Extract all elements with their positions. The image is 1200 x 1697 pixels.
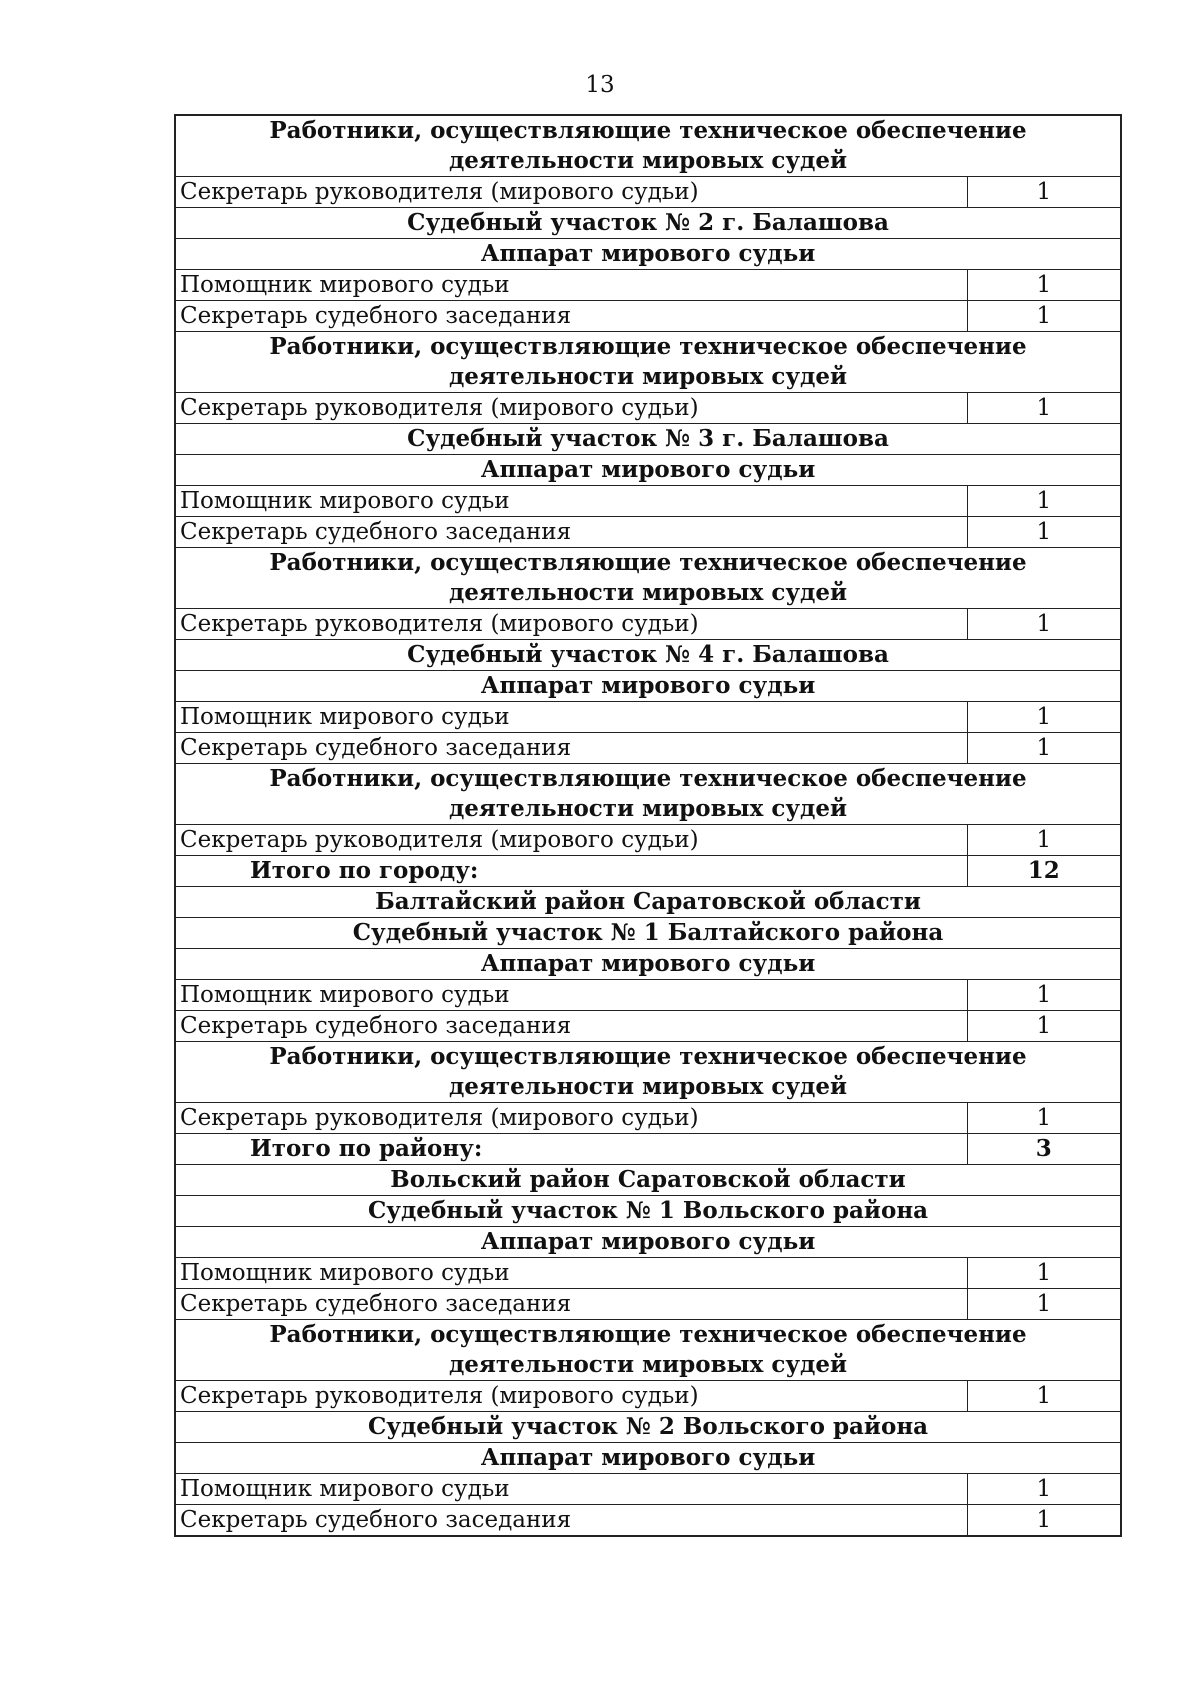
section-header: Аппарат мирового судьи — [175, 455, 1121, 486]
section-header-row — [175, 115, 1121, 177]
section-header-row — [175, 455, 1121, 486]
section-header-row — [175, 208, 1121, 239]
position-row — [175, 270, 1121, 301]
position-name: Помощник мирового судьи — [175, 486, 967, 517]
section-header: Аппарат мирового судьи — [175, 1443, 1121, 1474]
staffing-table — [174, 114, 1122, 1537]
position-row — [175, 177, 1121, 208]
position-row — [175, 517, 1121, 548]
section-header-row — [175, 949, 1121, 980]
position-name: Секретарь судебного заседания — [175, 517, 967, 548]
total-count: 12 — [967, 856, 1121, 887]
total-row — [175, 856, 1121, 887]
position-count: 1 — [967, 825, 1121, 856]
position-name: Секретарь судебного заседания — [175, 301, 967, 332]
position-name: Помощник мирового судьи — [175, 1474, 967, 1505]
position-row — [175, 486, 1121, 517]
position-row — [175, 1011, 1121, 1042]
position-name: Помощник мирового судьи — [175, 702, 967, 733]
total-count: 3 — [967, 1134, 1121, 1165]
position-row — [175, 980, 1121, 1011]
section-header-row — [175, 887, 1121, 918]
section-header-row — [175, 640, 1121, 671]
section-header-row — [175, 424, 1121, 455]
section-header: Судебный участок № 2 г. Балашова — [175, 208, 1121, 239]
staffing-table-body — [175, 115, 1121, 1536]
section-header: Судебный участок № 4 г. Балашова — [175, 640, 1121, 671]
total-row — [175, 1134, 1121, 1165]
position-row — [175, 1103, 1121, 1134]
position-count: 1 — [967, 1258, 1121, 1289]
position-count: 1 — [967, 486, 1121, 517]
position-count: 1 — [967, 702, 1121, 733]
section-header-row — [175, 332, 1121, 393]
position-row — [175, 1474, 1121, 1505]
position-name: Секретарь судебного заседания — [175, 1289, 967, 1320]
position-row — [175, 393, 1121, 424]
position-count: 1 — [967, 1103, 1121, 1134]
position-count: 1 — [967, 980, 1121, 1011]
position-count: 1 — [967, 1011, 1121, 1042]
section-header-row — [175, 1042, 1121, 1103]
position-row — [175, 1505, 1121, 1537]
section-header-row — [175, 1320, 1121, 1381]
position-count: 1 — [967, 1381, 1121, 1412]
section-header-row — [175, 1412, 1121, 1443]
section-header: Работники, осуществляющие техническое обеспечение деятельности мировых судей — [175, 548, 1121, 609]
section-header: Аппарат мирового судьи — [175, 239, 1121, 270]
position-count: 1 — [967, 393, 1121, 424]
section-header: Балтайский район Саратовской области — [175, 887, 1121, 918]
section-header: Судебный участок № 2 Вольского района — [175, 1412, 1121, 1443]
position-name: Помощник мирового судьи — [175, 1258, 967, 1289]
position-count: 1 — [967, 301, 1121, 332]
section-header-row — [175, 548, 1121, 609]
section-header-row — [175, 1165, 1121, 1196]
position-row — [175, 1258, 1121, 1289]
position-name: Секретарь руководителя (мирового судьи) — [175, 1381, 967, 1412]
position-name: Помощник мирового судьи — [175, 980, 967, 1011]
section-header: Работники, осуществляющие техническое обеспечение деятельности мировых судей — [175, 1042, 1121, 1103]
total-label: Итого по городу: — [175, 856, 967, 887]
section-header-row — [175, 1196, 1121, 1227]
page-number: 13 — [585, 72, 615, 98]
position-row — [175, 609, 1121, 640]
position-name: Секретарь руководителя (мирового судьи) — [175, 177, 967, 208]
position-name: Секретарь судебного заседания — [175, 733, 967, 764]
position-count: 1 — [967, 1505, 1121, 1537]
position-row — [175, 825, 1121, 856]
position-row — [175, 733, 1121, 764]
total-label: Итого по району: — [175, 1134, 967, 1165]
section-header: Работники, осуществляющие техническое обеспечение деятельности мировых судей — [175, 332, 1121, 393]
section-header-row — [175, 239, 1121, 270]
section-header-row — [175, 1443, 1121, 1474]
section-header-row — [175, 918, 1121, 949]
position-count: 1 — [967, 270, 1121, 301]
section-header: Аппарат мирового судьи — [175, 671, 1121, 702]
position-name: Секретарь руководителя (мирового судьи) — [175, 1103, 967, 1134]
section-header-row — [175, 1227, 1121, 1258]
position-row — [175, 1381, 1121, 1412]
position-name: Помощник мирового судьи — [175, 270, 967, 301]
section-header-row — [175, 671, 1121, 702]
section-header: Вольский район Саратовской области — [175, 1165, 1121, 1196]
position-name: Секретарь руководителя (мирового судьи) — [175, 609, 967, 640]
section-header: Судебный участок № 3 г. Балашова — [175, 424, 1121, 455]
position-name: Секретарь судебного заседания — [175, 1505, 967, 1537]
position-count: 1 — [967, 733, 1121, 764]
position-row — [175, 702, 1121, 733]
position-count: 1 — [967, 177, 1121, 208]
section-header: Работники, осуществляющие техническое обеспечение деятельности мировых судей — [175, 764, 1121, 825]
section-header: Аппарат мирового судьи — [175, 1227, 1121, 1258]
position-row — [175, 301, 1121, 332]
section-header: Судебный участок № 1 Балтайского района — [175, 918, 1121, 949]
position-name: Секретарь руководителя (мирового судьи) — [175, 393, 967, 424]
section-header: Аппарат мирового судьи — [175, 949, 1121, 980]
position-row — [175, 1289, 1121, 1320]
section-header: Работники, осуществляющие техническое обеспечение деятельности мировых судей — [175, 1320, 1121, 1381]
position-count: 1 — [967, 1474, 1121, 1505]
position-count: 1 — [967, 609, 1121, 640]
position-count: 1 — [967, 517, 1121, 548]
section-header: Судебный участок № 1 Вольского района — [175, 1196, 1121, 1227]
position-name: Секретарь руководителя (мирового судьи) — [175, 825, 967, 856]
position-name: Секретарь судебного заседания — [175, 1011, 967, 1042]
position-count: 1 — [967, 1289, 1121, 1320]
section-header: Работники, осуществляющие техническое обеспечение деятельности мировых судей — [175, 115, 1121, 177]
section-header-row — [175, 764, 1121, 825]
